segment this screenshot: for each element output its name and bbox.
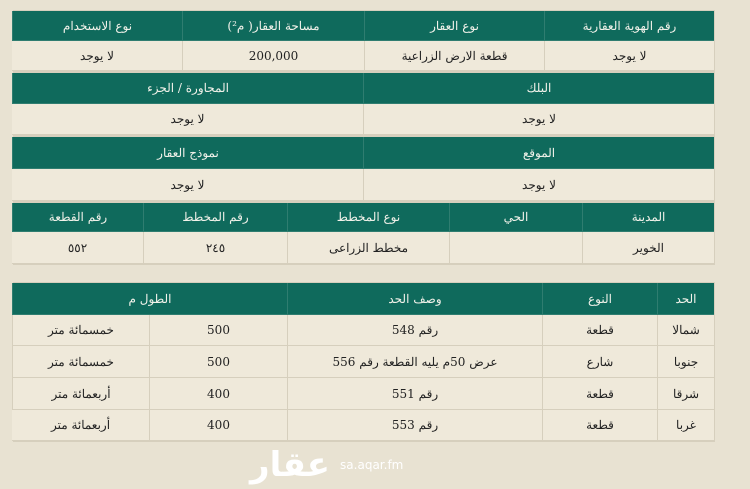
boundary-type: قطعة [542,315,657,346]
boundary-length: 400 [149,378,287,410]
value-property-type: قطعة الارض الزراعية [364,41,544,71]
header-side: الحد [657,283,714,315]
value-property-model: لا يوجد [12,169,363,201]
header-district: الحي [449,203,582,232]
header-property-type: نوع العقار [364,11,544,41]
value-block: لا يوجد [363,104,714,135]
boundary-length: 500 [149,315,287,346]
header-plan-type: نوع المخطط [287,203,449,232]
boundary-desc: رقم 551 [287,378,542,410]
header-type: النوع [542,283,657,315]
boundary-type: شارع [542,346,657,378]
boundary-side: شرقا [657,378,714,410]
value-location: لا يوجد [363,169,714,201]
boundary-length-text: خمسمائة متر [12,315,149,346]
value-plot-number: ٥٥٢ [12,232,143,264]
value-area: 200,000 [182,41,364,71]
boundary-length-text: أربعمائة متر [12,410,149,441]
property-info-table [13,10,715,72]
boundary-side: شمالا [657,315,714,346]
value-property-id: لا يوجد [544,41,714,71]
value-neighbor-part: لا يوجد [12,104,363,135]
boundary-desc: رقم 553 [287,410,542,441]
aqar-watermark [250,443,403,487]
plan-info-table [13,202,715,265]
header-location: الموقع [363,137,714,169]
boundary-desc: رقم 548 [287,315,542,346]
header-neighbor-part: المجاورة / الجزء [12,73,363,104]
boundary-desc: عرض 50م يليه القطعة رقم 556 [287,346,542,378]
value-plan-type: مخطط الزراعى [287,232,449,264]
header-plan-number: رقم المخطط [143,203,287,232]
value-city: الخوير [582,232,714,264]
header-length: الطول م [12,283,287,315]
header-usage-type: نوع الاستخدام [12,11,182,41]
watermark-site: sa.aqar.fm [340,458,404,472]
boundary-length-text: أربعمائة متر [12,378,149,410]
watermark-logo: عقار [250,445,331,485]
header-plot-number: رقم القطعة [12,203,143,232]
header-city: المدينة [582,203,714,232]
boundary-side: جنوبا [657,346,714,378]
value-district [449,232,582,264]
boundary-length: 400 [149,410,287,441]
boundaries-table [13,282,715,442]
header-property-model: نموذج العقار [12,137,363,169]
header-area: مساحة العقار( م²) [182,11,364,41]
header-description: وصف الحد [287,283,542,315]
value-usage-type: لا يوجد [12,41,182,71]
block-info-table [13,72,715,136]
location-info-table [13,136,715,202]
boundary-type: قطعة [542,410,657,441]
value-plan-number: ٢٤٥ [143,232,287,264]
boundary-type: قطعة [542,378,657,410]
header-block: البلك [363,73,714,104]
boundary-length: 500 [149,346,287,378]
boundary-side: غربا [657,410,714,441]
boundary-length-text: خمسمائة متر [12,346,149,378]
header-property-id: رقم الهوية العقارية [544,11,714,41]
